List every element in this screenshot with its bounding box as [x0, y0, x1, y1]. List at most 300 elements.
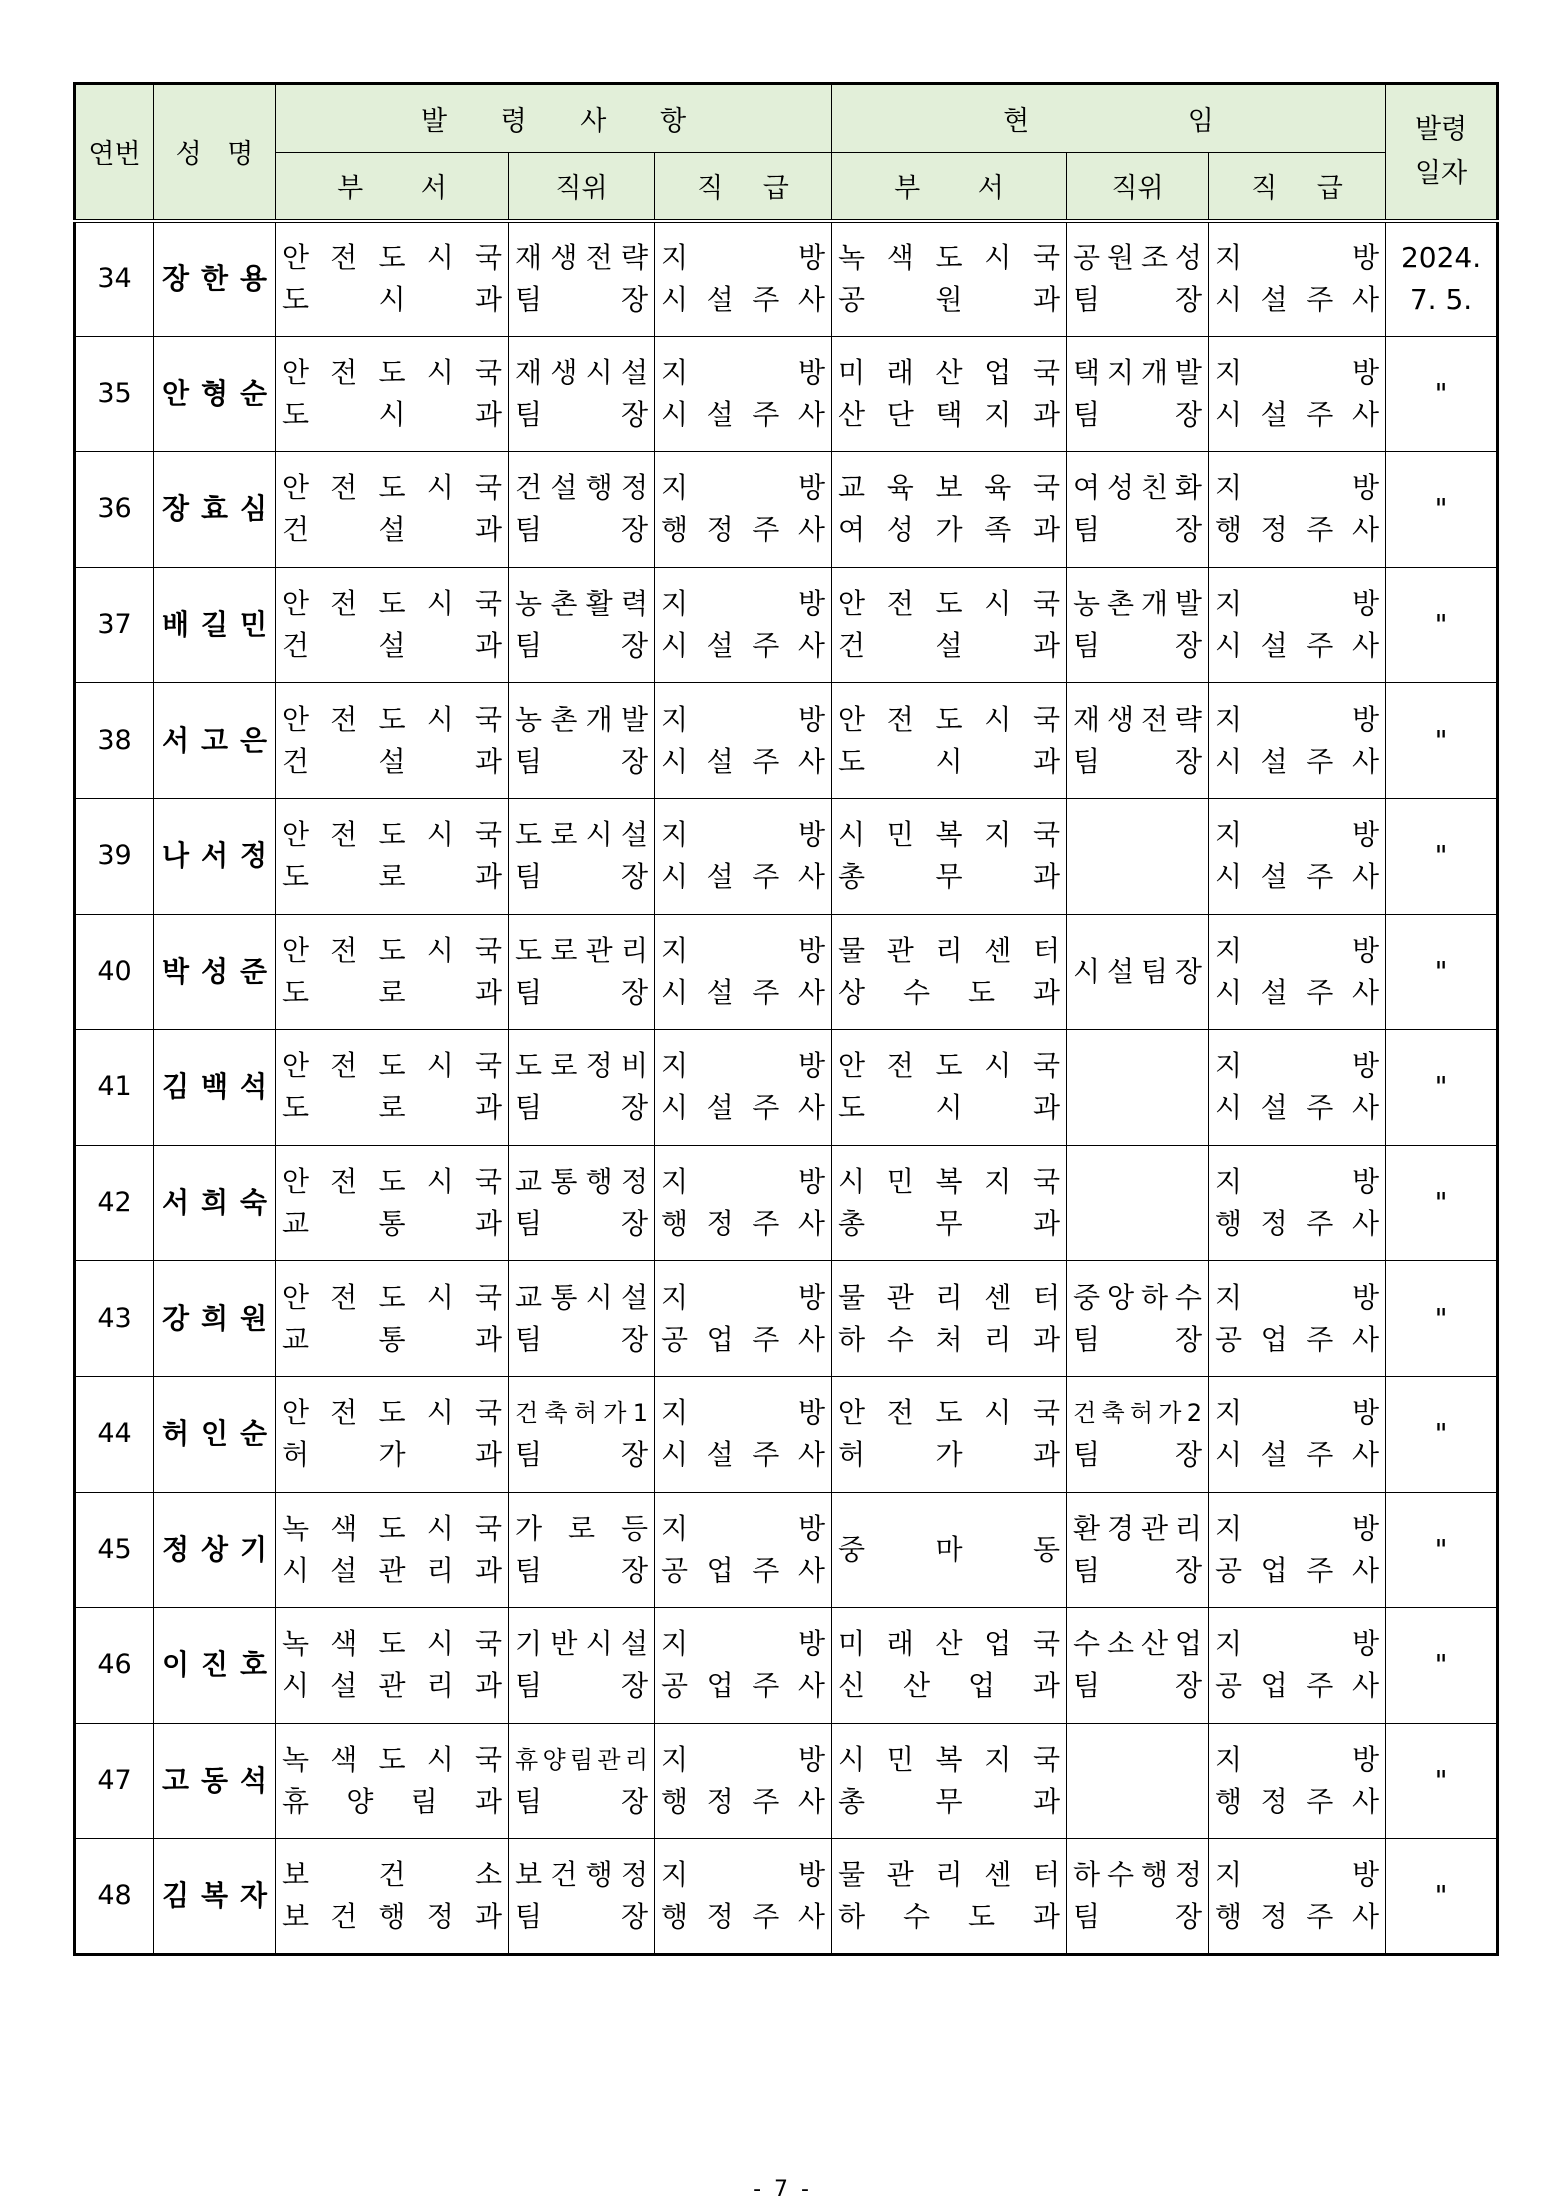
order-date-cell: [1386, 683, 1498, 799]
current-position-cell: [1067, 452, 1209, 568]
order-grade-line: [655, 352, 831, 394]
table-row: [75, 452, 1498, 568]
character: 시: [426, 241, 454, 275]
order-position-line: [509, 1277, 654, 1319]
character: 팀: [515, 744, 543, 778]
character: 관: [886, 1858, 914, 1892]
character: 시: [661, 283, 689, 317]
character: 장: [620, 1553, 648, 1587]
character: 촌: [1106, 587, 1135, 621]
character: 녹: [282, 1627, 310, 1661]
character: 업: [706, 1553, 734, 1587]
order-position-cell: [509, 683, 655, 799]
character: 민: [886, 1743, 914, 1777]
character: 전: [330, 471, 358, 505]
character: 산: [935, 355, 963, 389]
character: 안: [282, 587, 310, 621]
character: 지: [661, 1396, 689, 1430]
current-grade-cell: [1209, 683, 1386, 799]
order-position-line: [509, 467, 654, 509]
character: 과: [1032, 397, 1061, 431]
character: 총: [838, 860, 866, 894]
character: 장: [1174, 744, 1203, 778]
header-order-grade: 직 급: [655, 153, 832, 221]
character: 녹: [838, 241, 866, 275]
character: 교: [282, 1207, 310, 1241]
character: 주: [1306, 513, 1334, 547]
character: 활: [585, 587, 613, 621]
order-date-cell: [1386, 452, 1498, 568]
character: 방: [1351, 1049, 1380, 1083]
order-grade-cell: [655, 1030, 832, 1146]
order-date-line: ": [1434, 1648, 1448, 1682]
character: 지: [661, 933, 689, 967]
order-date-line: ": [1434, 1532, 1448, 1566]
character: 장: [620, 397, 648, 431]
character: 설: [1260, 629, 1288, 663]
character: 재: [515, 241, 543, 275]
serial-number: 44: [97, 1418, 132, 1450]
character: 허: [1129, 1399, 1154, 1428]
order-grade-cell: [655, 683, 832, 799]
character: 팀: [515, 1207, 543, 1241]
order-position-cell: [509, 1723, 655, 1839]
order-dept-cell: [276, 336, 509, 452]
character: 정: [706, 1785, 734, 1819]
character: 전: [330, 818, 358, 852]
character: 주: [752, 975, 780, 1009]
character: 정: [585, 1049, 613, 1083]
character: 색: [330, 1511, 358, 1545]
character: 시: [585, 355, 613, 389]
character: 주: [1306, 1900, 1334, 1934]
character: 시: [661, 975, 689, 1009]
employee-name-cell: [154, 798, 276, 914]
character: 도: [378, 933, 406, 967]
character: 소: [1106, 1627, 1135, 1661]
current-grade-cell: [1209, 336, 1386, 452]
character: 수: [902, 975, 931, 1009]
character: 지: [1215, 587, 1243, 621]
serial-number: 34: [97, 263, 132, 295]
header-current-grade: 직 급: [1209, 153, 1386, 221]
character: 수: [1174, 1280, 1202, 1314]
order-grade-cell: [655, 452, 832, 568]
character: 력: [620, 587, 648, 621]
current-dept-line: [832, 856, 1066, 898]
character: 정: [620, 471, 648, 505]
character: 휴: [515, 1746, 539, 1775]
character: 양: [542, 1746, 566, 1775]
header-order-date-line: 발령: [1414, 113, 1468, 145]
character: 국: [474, 1280, 502, 1314]
character: 도: [515, 1049, 543, 1083]
current-dept-line: [832, 279, 1066, 321]
character: 사: [797, 744, 825, 778]
character: 중: [1073, 1280, 1101, 1314]
table-row: [75, 683, 1498, 799]
character: 사: [797, 1322, 825, 1356]
character: 도: [282, 975, 310, 1009]
character: 정: [162, 1532, 190, 1566]
character: 국: [1032, 587, 1061, 621]
character: 국: [1032, 1165, 1061, 1199]
current-position-line: [1067, 625, 1208, 667]
current-dept-line: [832, 741, 1066, 783]
table-row: [75, 1492, 1498, 1608]
character: 설: [706, 975, 734, 1009]
order-position-line: [509, 699, 654, 741]
character: 팀: [1073, 513, 1101, 547]
character: 설: [935, 629, 963, 663]
character: 도: [967, 975, 996, 1009]
character: 시: [426, 471, 454, 505]
character: 과: [1032, 1091, 1061, 1125]
character: 지: [661, 471, 689, 505]
order-position-line: [509, 352, 654, 394]
character: 색: [886, 241, 914, 275]
character: 축: [1101, 1399, 1125, 1428]
order-dept-line: [276, 279, 508, 321]
order-dept-line: [276, 1087, 508, 1129]
character: 전: [585, 241, 613, 275]
current-dept-line: [832, 1665, 1066, 1707]
order-position-cell: [509, 452, 655, 568]
character: 안: [838, 1396, 866, 1430]
order-grade-line: [655, 1665, 831, 1707]
character: 지: [1215, 702, 1243, 736]
order-position-line: [509, 1508, 654, 1550]
current-position-line: [1067, 1623, 1208, 1665]
character: 로: [378, 975, 406, 1009]
character: 수: [886, 1322, 914, 1356]
character: 국: [1032, 1396, 1061, 1430]
character: 심: [239, 492, 267, 526]
character: 개: [585, 702, 613, 736]
serial-number: 47: [97, 1765, 132, 1797]
current-position-cell: [1067, 336, 1209, 452]
character: 무: [935, 860, 963, 894]
order-grade-line: [655, 583, 831, 625]
character: 팀: [515, 975, 543, 1009]
character: 장: [1174, 954, 1202, 988]
order-grade-line: [655, 467, 831, 509]
order-grade-line: [655, 1319, 831, 1361]
header-row: [75, 153, 1498, 221]
character: 택: [935, 397, 963, 431]
character: 안: [282, 1165, 310, 1199]
order-dept-line: [276, 509, 508, 551]
character: 지: [984, 1165, 1012, 1199]
character: 은: [239, 723, 267, 757]
character: 고: [200, 723, 229, 757]
character: 시: [426, 1280, 454, 1314]
order-position-cell: [509, 914, 655, 1030]
current-position-line: [1067, 1434, 1208, 1476]
character: 농: [1073, 587, 1101, 621]
current-dept-line: [832, 814, 1066, 856]
character: 길: [200, 608, 229, 642]
order-dept-cell: [276, 1492, 509, 1608]
current-position-line: [1067, 1277, 1208, 1319]
character: 방: [1351, 1396, 1380, 1430]
character: 방: [1351, 1743, 1380, 1777]
character: 사: [797, 860, 825, 894]
character: 설: [706, 860, 734, 894]
current-grade-cell: [1209, 1839, 1386, 1955]
order-grade-cell: [655, 567, 832, 683]
character: 도: [378, 587, 406, 621]
character: 민: [886, 1165, 914, 1199]
character: 사: [797, 629, 825, 663]
character: 팀: [1073, 1438, 1101, 1472]
character: 건: [282, 629, 310, 663]
character: 사: [797, 1785, 825, 1819]
character: 정: [1260, 1785, 1288, 1819]
order-grade-line: [655, 279, 831, 321]
current-position-line: [1067, 237, 1208, 279]
order-date-line: ": [1434, 492, 1448, 526]
character: 복: [935, 818, 963, 852]
character: 반: [550, 1627, 578, 1661]
character: 주: [752, 1785, 780, 1819]
character: 택: [1073, 355, 1101, 389]
character: 단: [886, 397, 914, 431]
current-dept-line: [832, 467, 1066, 509]
character: 수: [902, 1900, 931, 1934]
order-dept-line: [276, 930, 508, 972]
character: 팀: [1073, 397, 1101, 431]
character: 전: [886, 702, 914, 736]
current-dept-line: [832, 699, 1066, 741]
character: 형: [200, 376, 229, 410]
current-position-cell: [1067, 914, 1209, 1030]
character: 과: [1032, 1900, 1060, 1934]
character: 산: [1140, 1627, 1169, 1661]
character: 로: [567, 1511, 596, 1545]
character: 상: [838, 975, 866, 1009]
order-dept-line: [276, 237, 508, 279]
character: 방: [797, 587, 826, 621]
character: 시: [1215, 860, 1243, 894]
order-grade-line: [655, 509, 831, 551]
character: 사: [797, 1900, 825, 1934]
employee-name-cell: [154, 336, 276, 452]
order-date-cell: [1386, 336, 1498, 452]
character: 사: [1351, 1669, 1379, 1703]
current-dept-line: [832, 972, 1066, 1014]
character: 사: [1351, 513, 1379, 547]
character: 장: [620, 1207, 648, 1241]
character: 정: [706, 1900, 734, 1934]
character: 발: [1174, 587, 1202, 621]
current-dept-line: [832, 583, 1066, 625]
current-grade-line: [1209, 1854, 1385, 1896]
character: 리: [935, 933, 963, 967]
current-grade-line: [1209, 741, 1385, 783]
character: 시: [426, 355, 454, 389]
character: 국: [474, 587, 502, 621]
character: 기: [515, 1627, 543, 1661]
character: 지: [661, 1858, 689, 1892]
character: 지: [1215, 1627, 1243, 1661]
character: 소: [474, 1858, 502, 1892]
character: 화: [1174, 471, 1202, 505]
order-dept-line: [276, 1896, 508, 1938]
header-order-date: [1386, 84, 1498, 221]
character: 리: [935, 1858, 963, 1892]
character: 사: [1351, 744, 1379, 778]
character: 과: [474, 397, 502, 431]
character: 시: [378, 283, 406, 317]
character: 전: [1140, 702, 1169, 736]
character: 과: [474, 1207, 502, 1241]
character: 업: [1260, 1322, 1288, 1356]
header-serial: 연번: [75, 84, 154, 221]
character: 관: [378, 1669, 406, 1703]
order-date-line: ": [1434, 376, 1448, 410]
character: 팀: [515, 860, 543, 894]
character: 2: [1186, 1399, 1202, 1428]
character: 장: [1174, 629, 1203, 663]
order-date-cell: [1386, 1492, 1498, 1608]
character: 주: [752, 1207, 780, 1241]
employee-name: [154, 1644, 275, 1686]
order-dept-line: [276, 1277, 508, 1319]
table-header: [75, 84, 1498, 221]
character: 시: [838, 1165, 866, 1199]
character: 통: [378, 1207, 406, 1241]
character: 산: [935, 1627, 963, 1661]
current-dept-line: [832, 1854, 1066, 1896]
character: 주: [752, 744, 780, 778]
order-dept-cell: [276, 221, 509, 337]
character: 전: [330, 933, 358, 967]
employee-name-cell: [154, 1492, 276, 1608]
character: 동: [1032, 1532, 1061, 1566]
character: 장: [1174, 513, 1203, 547]
character: 방: [1351, 1511, 1380, 1545]
character: 과: [1032, 744, 1061, 778]
order-position-line: [509, 1392, 654, 1434]
character: 시: [661, 1091, 689, 1125]
order-dept-cell: [276, 1839, 509, 1955]
character: 국: [474, 1049, 502, 1083]
order-date-line: ": [1434, 608, 1448, 642]
employee-name-cell: [154, 683, 276, 799]
character: 시: [984, 1396, 1012, 1430]
serial-number-cell: [75, 567, 154, 683]
order-date-cell: [1386, 1839, 1498, 1955]
order-dept-cell: [276, 1723, 509, 1839]
order-dept-line: [276, 856, 508, 898]
character: 경: [1106, 1511, 1135, 1545]
current-dept-cell: [832, 336, 1067, 452]
order-position-cell: [509, 798, 655, 914]
current-grade-line: [1209, 699, 1385, 741]
character: 과: [1032, 1438, 1061, 1472]
employee-name: [154, 1182, 275, 1224]
order-dept-cell: [276, 1030, 509, 1146]
table-row: [75, 567, 1498, 683]
character: 장: [162, 492, 190, 526]
character: 주: [752, 1553, 780, 1587]
character: 행: [661, 1207, 689, 1241]
character: 농: [515, 587, 543, 621]
character: 미: [838, 1627, 866, 1661]
current-dept-cell: [832, 567, 1067, 683]
header-order-position: 직위: [509, 153, 655, 221]
current-grade-cell: [1209, 1723, 1386, 1839]
order-dept-line: [276, 1045, 508, 1087]
header-order-group: 발 령 사 항: [276, 84, 832, 153]
character: 하: [838, 1900, 866, 1934]
character: 시: [935, 1091, 963, 1125]
character: 시: [426, 1511, 454, 1545]
character: 설: [1260, 1091, 1288, 1125]
order-grade-cell: [655, 1839, 832, 1955]
character: 주: [752, 1900, 780, 1934]
character: 사: [1351, 1091, 1379, 1125]
character: 장: [620, 860, 648, 894]
character: 설: [1260, 860, 1288, 894]
header-current-dept: 부 서: [832, 153, 1067, 221]
character: 주: [1306, 397, 1334, 431]
order-date-line: ": [1434, 723, 1448, 757]
character: 방: [1351, 1165, 1380, 1199]
table-row: [75, 1608, 1498, 1724]
character: 산: [838, 397, 866, 431]
character: 지: [1215, 1858, 1243, 1892]
character: 설: [706, 283, 734, 317]
character: 환: [1073, 1511, 1101, 1545]
serial-number: 46: [97, 1649, 132, 1681]
character: 설: [330, 1669, 358, 1703]
character: 공: [661, 1669, 689, 1703]
current-grade-line: [1209, 1550, 1385, 1592]
character: 안: [838, 587, 866, 621]
order-grade-line: [655, 1623, 831, 1665]
character: 교: [282, 1322, 310, 1356]
character: 육: [886, 471, 914, 505]
character: 건: [282, 513, 310, 547]
character: 공: [1073, 241, 1101, 275]
character: 시: [1215, 1438, 1243, 1472]
character: 석: [239, 1070, 267, 1104]
current-dept-line: [832, 1045, 1066, 1087]
character: 시: [426, 818, 454, 852]
character: 촌: [550, 702, 578, 736]
character: 생: [1106, 702, 1135, 736]
character: 센: [984, 933, 1012, 967]
order-grade-line: [655, 1045, 831, 1087]
character: 로: [550, 1049, 578, 1083]
character: 팀: [515, 1669, 543, 1703]
character: 총: [838, 1785, 866, 1819]
character: 업: [984, 355, 1012, 389]
character: 시: [838, 818, 866, 852]
character: 시: [661, 744, 689, 778]
character: 시: [426, 702, 454, 736]
character: 안: [282, 1396, 310, 1430]
character: 서: [162, 723, 190, 757]
character: 안: [282, 1049, 310, 1083]
character: 장: [620, 1322, 648, 1356]
current-grade-line: [1209, 930, 1385, 972]
character: 팀: [515, 1091, 543, 1125]
character: 방: [1351, 241, 1380, 275]
character: 시: [282, 1669, 310, 1703]
